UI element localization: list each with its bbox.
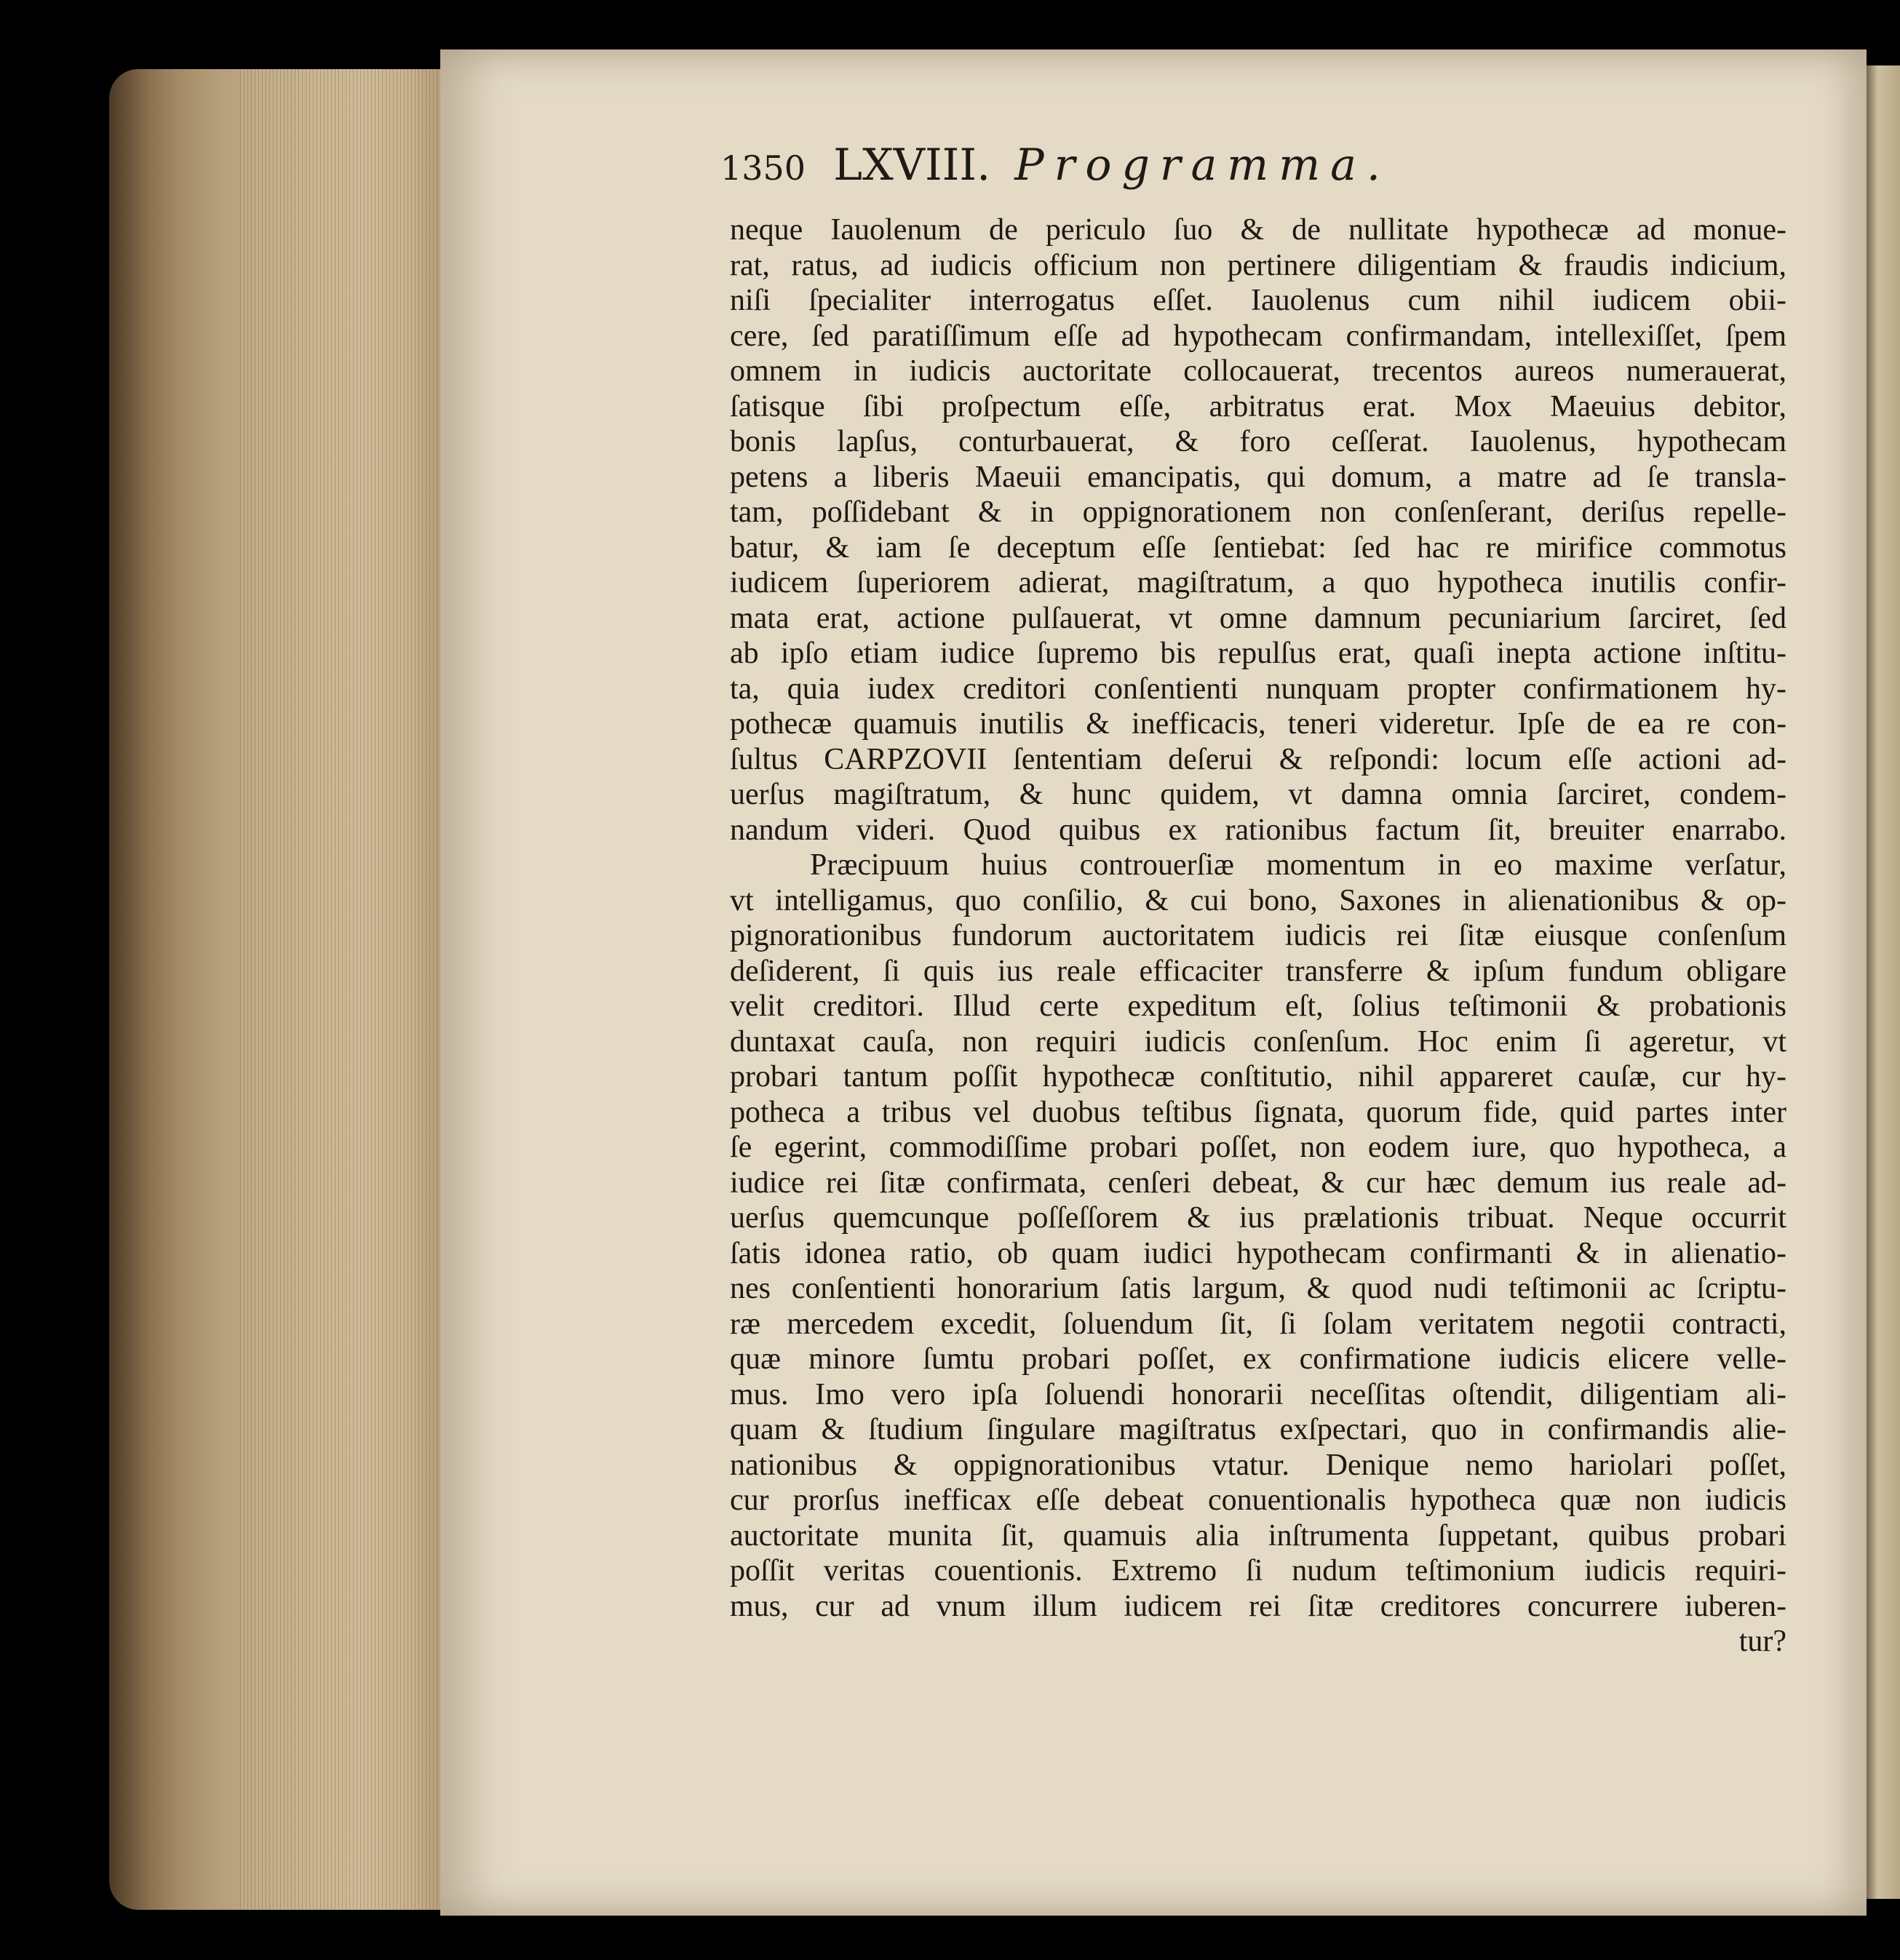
page-title: Programma. xyxy=(1014,140,1391,191)
text-line: iudicem ſuperiorem adierat, magiſtratum, a quo hypotheca inutilis confir- xyxy=(730,566,1786,599)
text-line: ſultus CARPZOVII ſententiam deſerui & reſpondi: locum eſſe actioni ad- xyxy=(730,742,1786,776)
text-line: probari tantum poſſit hypothecæ conſtitutio, nihil appareret cauſæ, cur hy- xyxy=(730,1060,1786,1093)
text-line: vt intelligamus, quo conſilio, & cui bono, Saxones in alienationibus & op- xyxy=(730,883,1786,917)
text-line: quæ minore ſumtu probari poſſet, ex confirmatione iudicis elicere velle- xyxy=(730,1342,1786,1376)
text-line: rat, ratus, ad iudicis officium non pertinere diligentiam & fraudis indicium, xyxy=(730,248,1786,282)
text-line: petens a liberis Maeuii emancipatis, qui domum, a matre ad ſe transla- xyxy=(730,460,1786,494)
text-line: ſatisque ſibi proſpectum eſſe, arbitratus erat. Mox Maeuius debitor, xyxy=(730,389,1786,423)
section-number: LXVIII. xyxy=(833,140,991,191)
text-line: ſe egerint, commodiſſime probari poſſet, non eodem iure, quo hypotheca, a xyxy=(730,1131,1786,1164)
text-line: cur prorſus inefficax eſſe debeat conuentionalis hypotheca quæ non iudicis xyxy=(730,1483,1786,1517)
text-line: nandum videri. Quod quibus ex rationibus factum ſit, breuiter enarrabo. xyxy=(730,813,1786,847)
text-line: batur, & iam ſe deceptum eſſe ſentiebat: ſed hac re mirifice commotus xyxy=(730,530,1786,565)
text-line: quam & ſtudium ſingulare magiſtratus exſpectari, quo in confirmandis alie- xyxy=(730,1413,1786,1446)
text-line: nationibus & oppignorationibus vtatur. Denique nemo hariolari poſſet, xyxy=(730,1448,1786,1482)
text-line: pothecæ quamuis inutilis & inefficacis, teneri videretur. Ipſe de ea re con- xyxy=(730,707,1786,741)
text-line: niſi ſpecialiter interrogatus eſſet. Iauolenus cum nihil iudicem obii- xyxy=(730,284,1786,317)
text-line-paragraph-start: Præcipuum huius controuerſiæ momentum in eo maxime verſatur, xyxy=(810,848,1786,882)
text-line: tam, poſſidebant & in oppignorationem non conſenſerant, deriſus repelle- xyxy=(730,495,1786,529)
body-text xyxy=(730,212,1786,1660)
text-line: ta, quia iudex creditori conſentienti nunquam propter confirmationem hy- xyxy=(730,672,1786,706)
text-line: mus, cur ad vnum illum iudicem rei ſitæ creditores concurrere iuberen- xyxy=(730,1589,1786,1623)
text-line: uerſus quemcunque poſſeſſorem & ius prælationis tribuat. Neque occurrit xyxy=(730,1201,1786,1235)
text-line: iudice rei ſitæ confirmata, cenſeri debeat, & cur hæc demum ius reale ad- xyxy=(730,1166,1786,1200)
text-line: neque Iauolenum de periculo ſuo & de nullitate hypothecæ ad monue- xyxy=(730,213,1786,247)
text-line: auctoritate munita ſit, quamuis alia inſtrumenta ſuppetant, quibus probari xyxy=(730,1518,1786,1553)
text-line: ræ mercedem excedit, ſoluendum ſit, ſi ſolam veritatem negotii contracti, xyxy=(730,1307,1786,1341)
text-line: duntaxat cauſa, non requiri iudicis conſenſum. Hoc enim ſi ageretur, vt xyxy=(730,1024,1786,1059)
text-line: poſſit veritas couentionis. Extremo ſi nudum teſtimonium iudicis requiri- xyxy=(730,1554,1786,1587)
running-header xyxy=(720,140,1812,198)
text-line: uerſus magiſtratum, & hunc quidem, vt damna omnia ſarciret, condem- xyxy=(730,778,1786,811)
facing-page-edge xyxy=(1863,65,1900,1899)
text-line: ſatis idonea ratio, ob quam iudici hypothecam confirmanti & in alienatio- xyxy=(730,1236,1786,1270)
text-line: mata erat, actione pulſauerat, vt omne damnum pecuniarium ſarciret, ſed xyxy=(730,601,1786,635)
text-line: velit creditori. Illud certe expeditum eſt, ſolius teſtimonii & probationis xyxy=(730,989,1786,1023)
page-number: 1350 xyxy=(720,148,806,188)
page-stack-edges xyxy=(240,69,448,1910)
text-line: deſiderent, ſi quis ius reale efficaciter transferre & ipſum fundum obligare xyxy=(730,954,1786,988)
text-line: cere, ſed paratiſſimum eſſe ad hypothecam confirmandam, intellexiſſet, ſpem xyxy=(730,319,1786,353)
text-line: potheca a tribus vel duobus teſtibus ſignata, quorum fide, quid partes inter xyxy=(730,1095,1786,1129)
text-line: nes conſentienti honorarium ſatis largum, & quod nudi teſtimonii ac ſcriptu- xyxy=(730,1272,1786,1305)
text-line: bonis lapſus, conturbauerat, & foro ceſſerat. Iauolenus, hypothecam xyxy=(730,425,1786,458)
text-line: ab ipſo etiam iudice ſupremo bis repulſus erat, quaſi inepta actione inſtitu- xyxy=(730,637,1786,670)
text-line: mus. Imo vero ipſa ſoluendi honorarii neceſſitas oſtendit, diligentiam ali- xyxy=(730,1377,1786,1411)
catchword: tur? xyxy=(1738,1625,1786,1658)
text-line: pignorationibus fundorum auctoritatem iudicis rei ſitæ eiusque conſenſum xyxy=(730,919,1786,952)
text-line: omnem in iudicis auctoritate collocauerat, trecentos aureos numerauerat, xyxy=(730,354,1786,388)
